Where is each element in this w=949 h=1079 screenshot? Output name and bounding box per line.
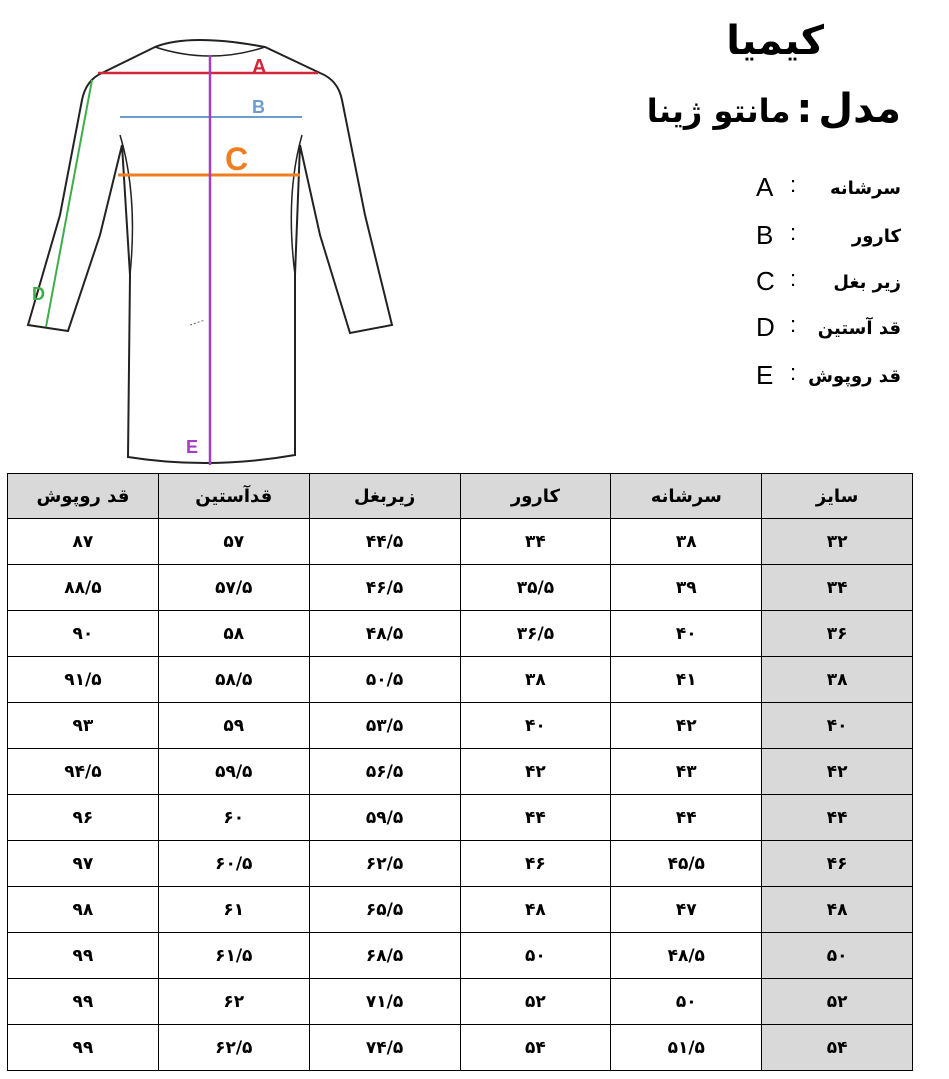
legend-colon: : <box>790 220 797 245</box>
cell-garment-length: ۸۷ <box>8 519 159 565</box>
cell-shoulder: ۴۰ <box>611 611 762 657</box>
cell-size: ۳۶ <box>762 611 913 657</box>
table-row <box>8 979 913 1025</box>
size-chart-table <box>7 473 913 1071</box>
table-row <box>8 1025 913 1071</box>
legend-colon: : <box>790 312 797 337</box>
cell-sleeve-length: ۵۷ <box>158 519 309 565</box>
cell-sleeve-length: ۶۰/۵ <box>158 841 309 887</box>
legend-colon: : <box>790 266 797 291</box>
header-garment-length: قد روپوش <box>8 474 159 519</box>
table-row <box>8 933 913 979</box>
cell-back-width: ۴۸ <box>460 887 611 933</box>
cell-sleeve-length: ۶۲/۵ <box>158 1025 309 1071</box>
cell-garment-length: ۹۴/۵ <box>8 749 159 795</box>
cell-back-width: ۳۸ <box>460 657 611 703</box>
cell-garment-length: ۹۹ <box>8 1025 159 1071</box>
cell-garment-length: ۹۹ <box>8 979 159 1025</box>
marker-a-label: A <box>252 56 267 78</box>
marker-d-label: D <box>32 284 45 304</box>
legend-code: B <box>756 220 774 250</box>
cell-shoulder: ۵۰ <box>611 979 762 1025</box>
legend-label: قد آستین <box>817 318 901 339</box>
header-underarm: زیربغل <box>309 474 460 519</box>
cell-shoulder: ۳۹ <box>611 565 762 611</box>
cell-size: ۴۴ <box>762 795 913 841</box>
cell-size: ۵۲ <box>762 979 913 1025</box>
garment-measurement-diagram <box>20 25 410 470</box>
cell-underarm: ۷۴/۵ <box>309 1025 460 1071</box>
legend-code: E <box>756 360 774 390</box>
cell-sleeve-length: ۶۱ <box>158 887 309 933</box>
cell-sleeve-length: ۵۸/۵ <box>158 657 309 703</box>
cell-sleeve-length: ۵۹ <box>158 703 309 749</box>
table-row <box>8 703 913 749</box>
cell-size: ۵۴ <box>762 1025 913 1071</box>
header-size: سایز <box>762 474 913 519</box>
table-row <box>8 611 913 657</box>
table-row <box>8 565 913 611</box>
cell-size: ۳۸ <box>762 657 913 703</box>
cell-size: ۴۲ <box>762 749 913 795</box>
table-row <box>8 657 913 703</box>
header-back-width: کارور <box>460 474 611 519</box>
cell-shoulder: ۴۴ <box>611 795 762 841</box>
cell-back-width: ۵۲ <box>460 979 611 1025</box>
marker-e-label: E <box>186 437 199 457</box>
cell-underarm: ۶۵/۵ <box>309 887 460 933</box>
cell-back-width: ۳۴ <box>460 519 611 565</box>
cell-garment-length: ۹۱/۵ <box>8 657 159 703</box>
table-row <box>8 887 913 933</box>
cell-underarm: ۶۸/۵ <box>309 933 460 979</box>
cell-size: ۵۰ <box>762 933 913 979</box>
cell-sleeve-length: ۶۱/۵ <box>158 933 309 979</box>
cell-size: ۴۰ <box>762 703 913 749</box>
legend-row-e <box>750 360 949 400</box>
table-row <box>8 841 913 887</box>
cell-sleeve-length: ۶۲ <box>158 979 309 1025</box>
cell-back-width: ۴۴ <box>460 795 611 841</box>
model-label: مدل <box>818 86 901 132</box>
model-separator: : <box>796 86 813 132</box>
cell-back-width: ۴۰ <box>460 703 611 749</box>
cell-underarm: ۴۸/۵ <box>309 611 460 657</box>
cell-garment-length: ۹۳ <box>8 703 159 749</box>
cell-underarm: ۵۳/۵ <box>309 703 460 749</box>
cell-garment-length: ۹۰ <box>8 611 159 657</box>
cell-garment-length: ۸۸/۵ <box>8 565 159 611</box>
cell-sleeve-length: ۵۷/۵ <box>158 565 309 611</box>
cell-underarm: ۴۴/۵ <box>309 519 460 565</box>
cell-shoulder: ۵۱/۵ <box>611 1025 762 1071</box>
cell-back-width: ۴۶ <box>460 841 611 887</box>
legend-colon: : <box>790 172 797 197</box>
table-row <box>8 749 913 795</box>
cell-sleeve-length: ۵۹/۵ <box>158 749 309 795</box>
legend-code: A <box>756 172 774 202</box>
header-sleeve-length: قدآستین <box>158 474 309 519</box>
cell-shoulder: ۴۵/۵ <box>611 841 762 887</box>
cell-size: ۳۲ <box>762 519 913 565</box>
cell-back-width: ۳۶/۵ <box>460 611 611 657</box>
legend-row-d <box>750 312 949 352</box>
legend-code: D <box>756 312 775 342</box>
cell-garment-length: ۹۸ <box>8 887 159 933</box>
legend-label: کارور <box>851 226 901 247</box>
cell-size: ۴۸ <box>762 887 913 933</box>
marker-c-label: C <box>225 141 249 177</box>
legend-colon: : <box>790 360 797 385</box>
cell-garment-length: ۹۷ <box>8 841 159 887</box>
cell-garment-length: ۹۶ <box>8 795 159 841</box>
cell-shoulder: ۴۸/۵ <box>611 933 762 979</box>
cell-shoulder: ۳۸ <box>611 519 762 565</box>
legend-label: قد روپوش <box>808 366 901 387</box>
cell-size: ۴۶ <box>762 841 913 887</box>
table-row <box>8 519 913 565</box>
cell-size: ۳۴ <box>762 565 913 611</box>
cell-sleeve-length: ۶۰ <box>158 795 309 841</box>
legend-label: سرشانه <box>829 178 901 199</box>
legend-label: زیر بغل <box>833 272 901 293</box>
cell-back-width: ۵۰ <box>460 933 611 979</box>
cell-shoulder: ۴۷ <box>611 887 762 933</box>
table-row <box>8 795 913 841</box>
model-name: مانتو ژینا <box>646 92 791 130</box>
brand-title: کیمیا <box>726 18 824 64</box>
cell-back-width: ۴۲ <box>460 749 611 795</box>
cell-back-width: ۳۵/۵ <box>460 565 611 611</box>
legend-row-c <box>750 266 949 306</box>
cell-underarm: ۷۱/۵ <box>309 979 460 1025</box>
cell-shoulder: ۴۳ <box>611 749 762 795</box>
cell-garment-length: ۹۹ <box>8 933 159 979</box>
legend-row-a <box>750 172 949 212</box>
cell-underarm: ۶۲/۵ <box>309 841 460 887</box>
cell-underarm: ۴۶/۵ <box>309 565 460 611</box>
marker-b-label: B <box>252 97 265 117</box>
cell-shoulder: ۴۲ <box>611 703 762 749</box>
cell-back-width: ۵۴ <box>460 1025 611 1071</box>
model-title <box>647 86 901 132</box>
table-header-row <box>8 474 913 519</box>
cell-underarm: ۵۰/۵ <box>309 657 460 703</box>
cell-sleeve-length: ۵۸ <box>158 611 309 657</box>
cell-underarm: ۵۹/۵ <box>309 795 460 841</box>
cell-underarm: ۵۶/۵ <box>309 749 460 795</box>
cell-shoulder: ۴۱ <box>611 657 762 703</box>
legend-code: C <box>756 266 775 296</box>
legend-row-b <box>750 220 949 260</box>
header-shoulder: سرشانه <box>611 474 762 519</box>
